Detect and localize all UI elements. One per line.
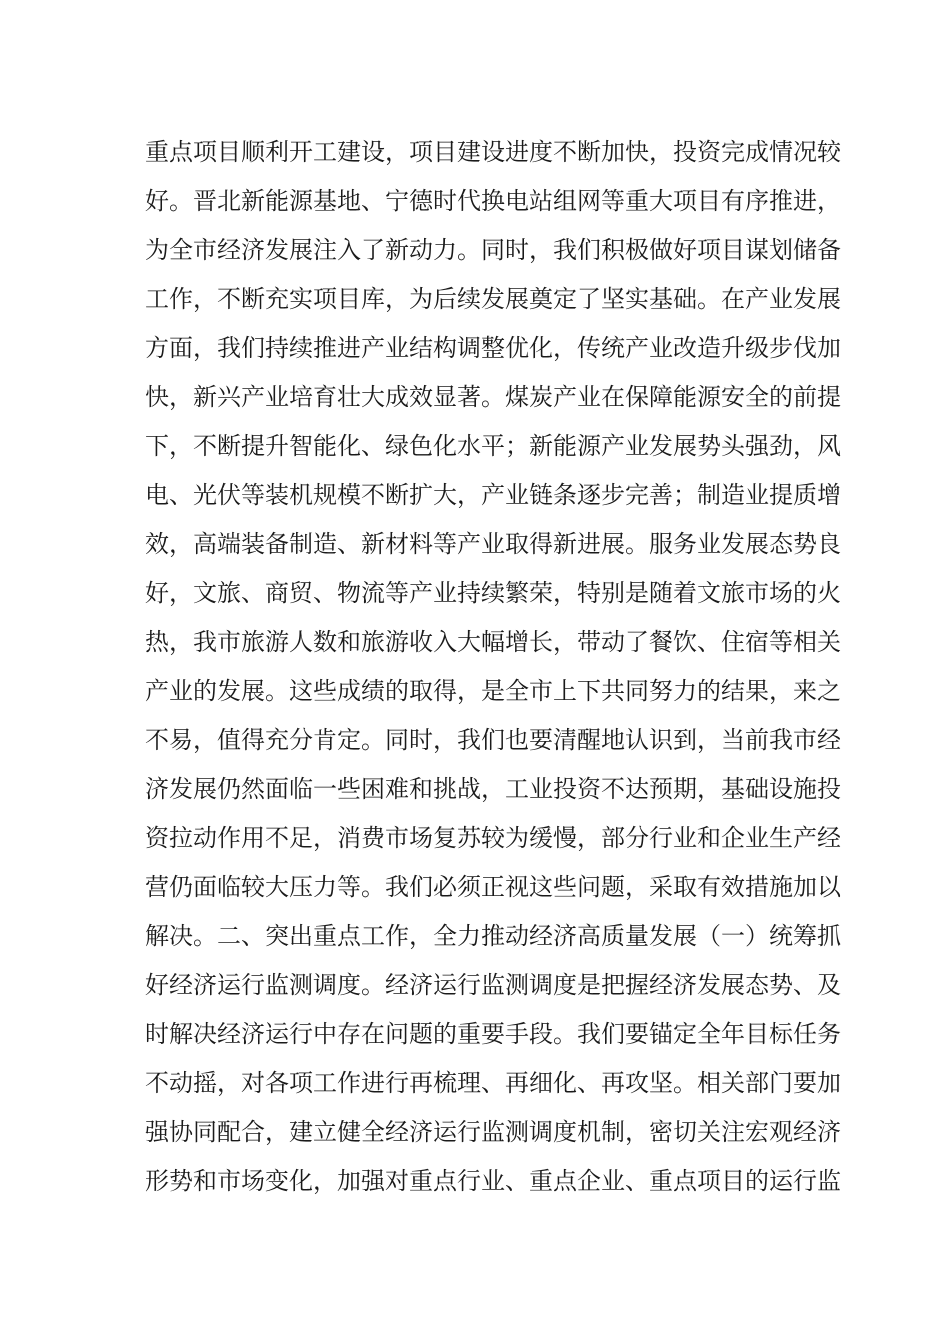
text-line: 电、光伏等装机规模不断扩大，产业链条逐步完善；制造业提质增	[145, 481, 841, 509]
text-line: 下，不断提升智能化、绿色化水平；新能源产业发展势头强劲，风	[145, 432, 841, 460]
text-line: 资拉动作用不足，消费市场复苏较为缓慢，部分行业和企业生产经	[145, 824, 841, 852]
text-line: 产业的发展。这些成绩的取得，是全市上下共同努力的结果，来之	[145, 677, 841, 705]
text-line: 快，新兴产业培育壮大成效显著。煤炭产业在保障能源安全的前提	[145, 383, 841, 411]
text-line: 时解决经济运行中存在问题的重要手段。我们要锚定全年目标任务	[145, 1020, 841, 1048]
text-line: 效，高端装备制造、新材料等产业取得新进展。服务业发展态势良	[145, 530, 841, 558]
text-line: 好经济运行监测调度。经济运行监测调度是把握经济发展态势、及	[145, 971, 841, 999]
text-line: 营仍面临较大压力等。我们必须正视这些问题，采取有效措施加以	[145, 873, 841, 901]
text-line: 热，我市旅游人数和旅游收入大幅增长，带动了餐饮、住宿等相关	[145, 628, 841, 656]
text-line: 不动摇，对各项工作进行再梳理、再细化、再攻坚。相关部门要加	[145, 1069, 841, 1097]
text-line: 重点项目顺利开工建设，项目建设进度不断加快，投资完成情况较	[145, 138, 841, 166]
text-line: 不易，值得充分肯定。同时，我们也要清醒地认识到，当前我市经	[145, 726, 841, 754]
text-line: 好，文旅、商贸、物流等产业持续繁荣，特别是随着文旅市场的火	[145, 579, 841, 607]
text-line: 方面，我们持续推进产业结构调整优化，传统产业改造升级步伐加	[145, 334, 841, 362]
text-line: 形势和市场变化，加强对重点行业、重点企业、重点项目的运行监	[145, 1167, 841, 1195]
body-text	[145, 128, 841, 1206]
text-line: 好。晋北新能源基地、宁德时代换电站组网等重大项目有序推进，	[145, 187, 841, 215]
text-line: 解决。二、突出重点工作，全力推动经济高质量发展（一）统筹抓	[145, 922, 841, 950]
text-line: 济发展仍然面临一些困难和挑战，工业投资不达预期，基础设施投	[145, 775, 841, 803]
text-line: 强协同配合，建立健全经济运行监测调度机制，密切关注宏观经济	[145, 1118, 841, 1146]
text-line: 工作，不断充实项目库，为后续发展奠定了坚实基础。在产业发展	[145, 285, 841, 313]
text-line: 为全市经济发展注入了新动力。同时，我们积极做好项目谋划储备	[145, 236, 841, 264]
